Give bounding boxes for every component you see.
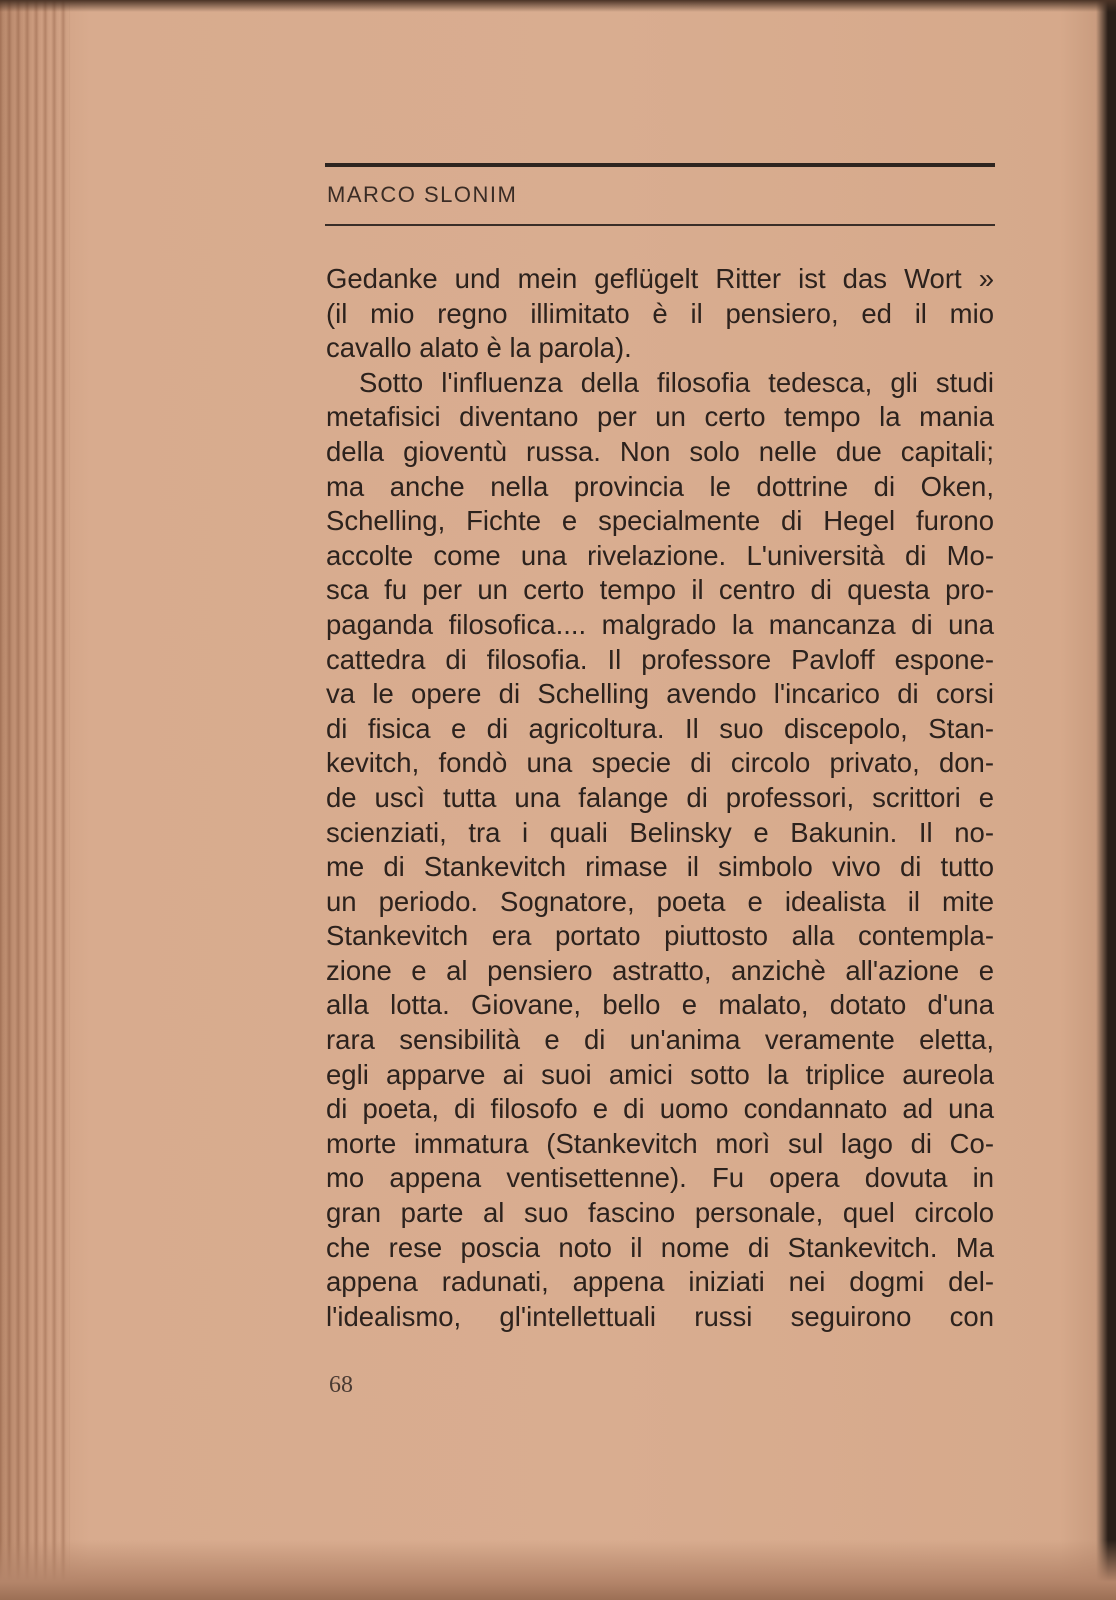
text-line: appena radunati, appena iniziati nei dogmi del-: [326, 1266, 994, 1298]
body-text: [326, 262, 994, 1334]
text-line: metafisici diventano per un certo tempo la mania: [326, 401, 994, 433]
text-line: un periodo. Sognatore, poeta e idealista il mite: [326, 885, 994, 917]
running-head: MARCO SLONIM: [327, 182, 518, 207]
text-line: di fisica e di agricoltura. Il suo discepolo, Stan-: [326, 712, 994, 744]
page-number: 68: [329, 1372, 353, 1398]
text-line: egli apparve ai suoi amici sotto la triplice aureola: [326, 1058, 994, 1090]
text-line: mo appena ventisettenne). Fu opera dovuta in: [326, 1162, 994, 1194]
text-line: cavallo alato è la parola).: [326, 332, 632, 364]
text-line: di poeta, di filosofo e di uomo condannato ad una: [326, 1093, 994, 1125]
text-line: Sotto l'influenza della filosofia tedesca, gli studi: [359, 366, 994, 398]
text-line: zione e al pensiero astratto, anzichè all'azione e: [326, 954, 994, 986]
text-line: accolte come una rivelazione. L'università di Mo-: [326, 539, 994, 571]
page-top-edge: [0, 0, 1116, 12]
page-gutter-edge: [0, 0, 70, 1600]
text-line: me di Stankevitch rimase il simbolo vivo di tutto: [326, 851, 994, 883]
page-bottom-edge: [0, 1540, 1116, 1600]
header-rule-top: [325, 163, 995, 167]
text-line: scienziati, tra i quali Belinsky e Bakunin. Il no-: [326, 816, 994, 848]
text-line: kevitch, fondò una specie di circolo privato, don-: [326, 747, 994, 779]
text-line: de uscì tutta una falange di professori, scrittori e: [326, 781, 994, 813]
text-line: della gioventù russa. Non solo nelle due capitali;: [326, 435, 994, 467]
text-line: Stankevitch era portato piuttosto alla contempla-: [326, 920, 994, 952]
text-line: Gedanke und mein geflügelt Ritter ist das Wort »: [326, 263, 994, 294]
text-line: sca fu per un certo tempo il centro di questa pro-: [326, 574, 994, 606]
text-line: rara sensibilità e di un'anima veramente eletta,: [326, 1024, 994, 1056]
text-line: paganda filosofica.... malgrado la mancanza di una: [326, 608, 994, 640]
text-line: l'idealismo, gl'intellettuali russi seguirono con: [326, 1300, 994, 1332]
header-rule-bottom: [325, 224, 995, 226]
text-line: gran parte al suo fascino personale, quel circolo: [326, 1197, 994, 1229]
text-line: ma anche nella provincia le dottrine di Oken,: [326, 470, 994, 502]
text-line: va le opere di Schelling avendo l'incarico di corsi: [326, 678, 994, 710]
text-line: Schelling, Fichte e specialmente di Hegel furono: [326, 505, 994, 537]
text-line: alla lotta. Giovane, bello e malato, dotato d'una: [326, 989, 994, 1021]
text-line: morte immatura (Stankevitch morì sul lago di Co-: [326, 1127, 994, 1159]
text-line: che rese poscia noto il nome di Stankevitch. Ma: [326, 1231, 994, 1263]
text-line: cattedra di filosofia. Il professore Pavloff espone-: [326, 643, 994, 675]
text-line: (il mio regno illimitato è il pensiero, ed il mio: [326, 297, 994, 329]
